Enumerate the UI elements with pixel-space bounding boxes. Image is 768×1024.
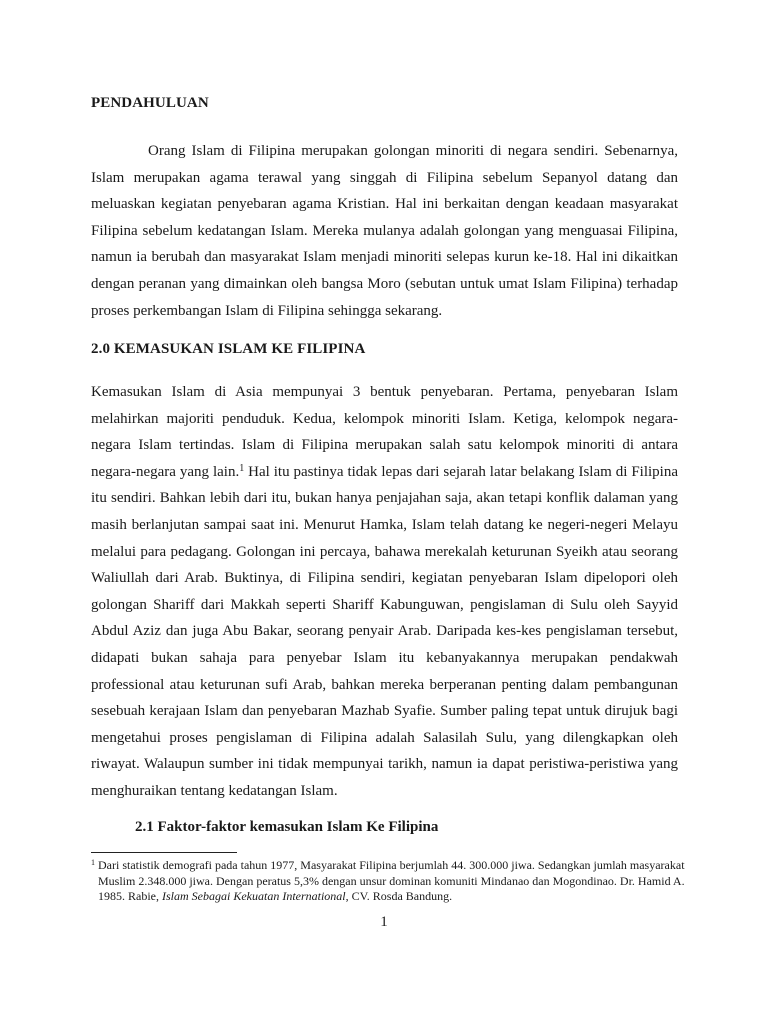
footnote-separator	[91, 852, 237, 853]
heading-pendahuluan: PENDAHULUAN	[91, 95, 209, 111]
footnote-text-2: , CV. Rosda Bandung.	[345, 889, 453, 903]
footnote-marker: 1	[91, 858, 95, 867]
section-2-paragraph	[91, 379, 678, 805]
intro-paragraph: Orang Islam di Filipina merupakan golongan minoriti di negara sendiri. Sebenarnya, Islam merupakan agama terawal yang singgah di Filipina sebelum Sepanyol datang dan meluaskan kegiatan penyebaran agama Kristian. Hal ini berkaitan dengan keadaan masyarakat Filipina sebelum kedatangan Islam. Mereka mulanya adalah golongan yang menguasai Filipina, namun ia berubah dan masyarakat Islam menjadi minoriti selepas kurun ke-18. Hal ini dikaitkan dengan peranan yang dimainkan oleh bangsa Moro (sebutan untuk umat Islam Filipina) terhadap proses perkembangan Islam di Filipina sehingga sekarang.	[91, 143, 678, 319]
footnote-reference[interactable]: 1	[239, 462, 245, 474]
section-2-paragraph-text-2: Hal itu pastinya tidak lepas dari sejarah latar belakang Islam di Filipina itu sendiri. Bahkan lebih dari itu, bukan hanya penjajahan saja, akan tetapi konflik dalaman yang masih berlanjutan sampai saat ini. Menurut Hamka, Islam telah datang ke negeri-negeri Melayu melalui para pedagang. Golongan ini percaya, bahawa merekalah keturunan Syeikh atau seorang Waliullah dari Arab. Buktinya, di Filipina sendiri, kegiatan penyebaran Islam dipelopori oleh golongan Shariff dari Makkah seperti Shariff Kabunguwan, pengislaman di Sulu oleh Sayyid Abdul Aziz dan juga Abu Bakar, seorang penyair Arab. Daripada kes-kes pengislaman tersebut, didapati bukan sahaja para penyebar Islam itu kebanyakannya merupakan pendakwah professional atau keturunan sufi Arab, bahkan mereka berperanan penting dalam pembangunan sesebuah kerajaan Islam dan penyebaran Mazhab Syafie. Sumber paling tepat untuk dirujuk bagi mengetahui proses pengislaman di Filipina adalah Salasilah Sulu, yang dilengkapkan oleh riwayat. Walaupun sumber ini tidak mempunyai tarikh, namun ia dapat peristiwa-peristiwa yang menghuraikan tentang kedatangan Islam.	[91, 463, 678, 799]
heading-subsection-2-1: 2.1 Faktor-faktor kemasukan Islam Ke Filipina	[135, 819, 439, 835]
heading-section-2: 2.0 KEMASUKAN ISLAM KE FILIPINA	[91, 341, 366, 357]
footnote-text-1: Dari statistik demografi pada tahun 1977, Masyarakat Filipina berjumlah 44. 300.000 jiwa. Sedangkan jumlah masyarakat Muslim 2.348.000 jiwa. Dengan peratus 5,3% dengan unsur dominan komuniti Mindanao dan Mogondinao. Dr. Hamid A. 1985. Rabie,	[95, 858, 685, 903]
footnote	[91, 858, 688, 905]
footnote-book-title: Islam Sebagai Kekuatan International	[162, 889, 346, 903]
section-2-paragraph-text-1: Kemasukan Islam di Asia mempunyai 3 bentuk penyebaran. Pertama, penyebaran Islam melahirkan majoriti penduduk. Kedua, kelompok minoriti Islam. Ketiga, kelompok negara-negara Islam tertindas. Islam di Filipina merupakan salah satu kelompok minoriti di antara negara-negara yang lain.	[91, 384, 678, 480]
page-number: 1	[380, 914, 388, 930]
